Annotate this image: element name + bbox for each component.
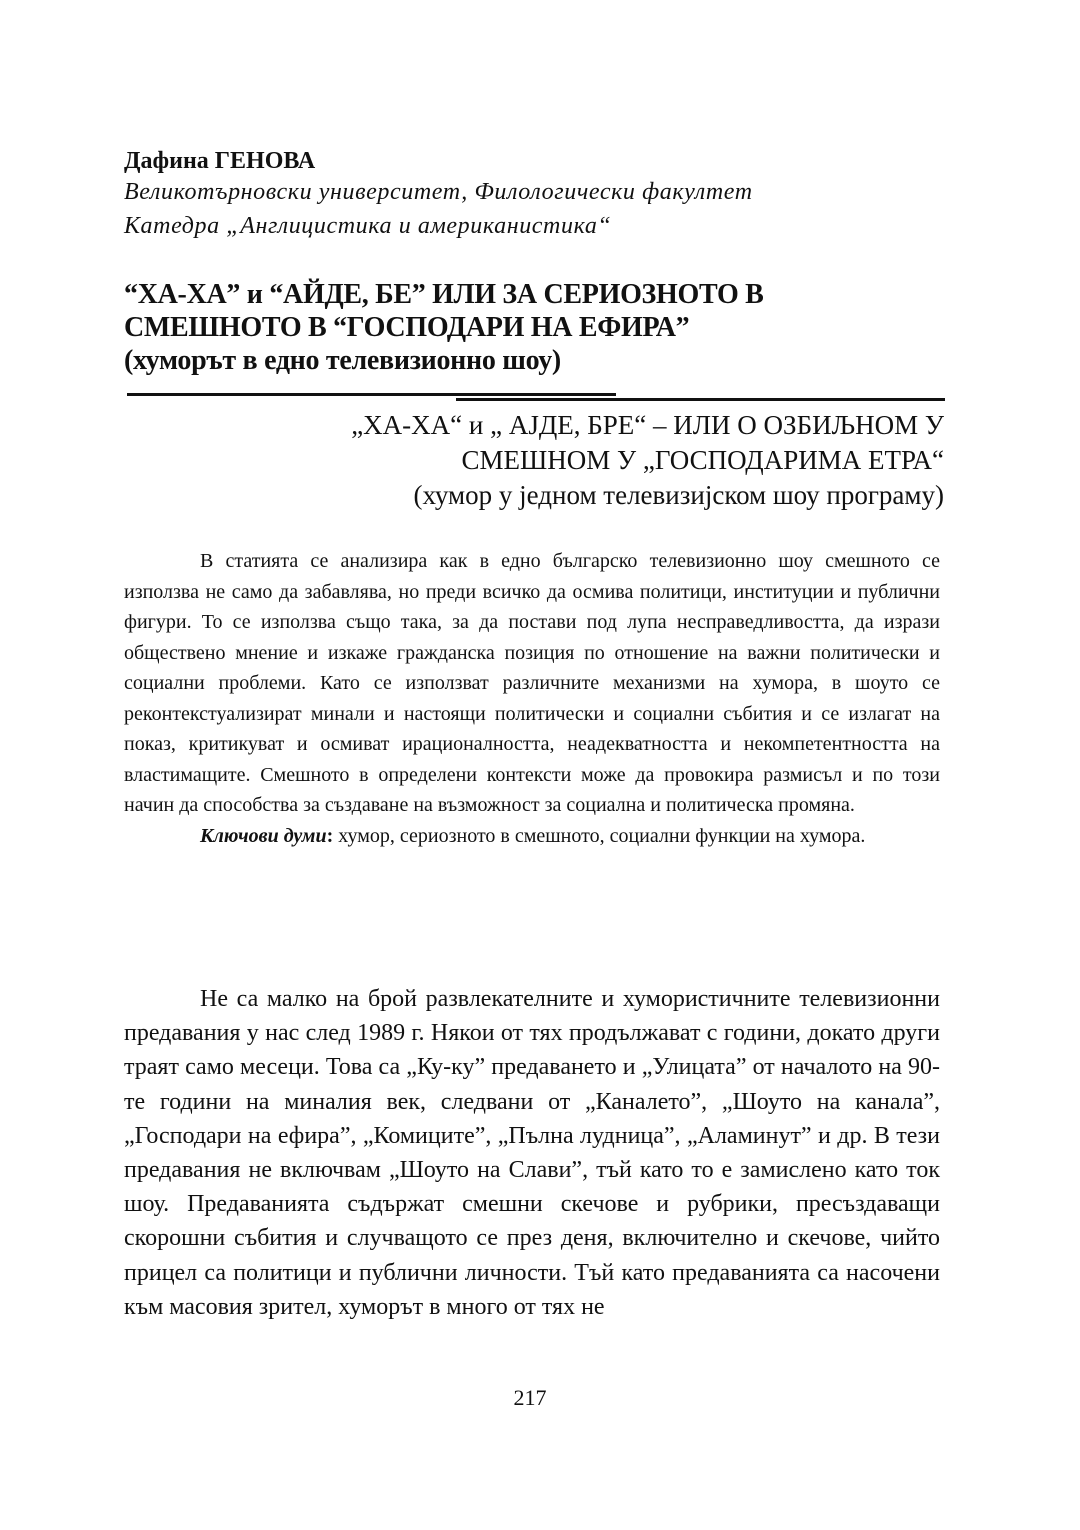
article-title-line: “ХА-ХА” и “АЙДЕ, БЕ” ИЛИ ЗА СЕРИОЗНОТО В (124, 279, 764, 310)
keywords-label: Ключови думи (200, 824, 327, 847)
article-title (124, 278, 944, 377)
affiliation-university: Великотърновски университет, Филологически факултет (124, 179, 753, 205)
abstract-text: В статията се анализира как в едно българско телевизионно шоу смешното се използва не само да забавлява, но преди всичко да осмива политици, институции и публични фигури. То се използва също така, за да постави под лупа несправедливостта, да изрази обществено мнение и изкаже гражданска позиция по отношение на важни политически и социални проблеми. Като се използват различните механизми на хумора, в шоуто се реконтекстуализират минали и настоящи политически и социални събития и се излагат на показ, критикуват и осмиват ирационалността, неадекватността и некомпетентността на властимащите. Смешното в определени контексти може да провокира размисъл и по този начин да способства за създаване на възможност за социална и политическа промяна. (124, 550, 940, 816)
serbian-title (244, 408, 944, 513)
article-title-line: СМЕШНОТО В “ГОСПОДАРИ НА ЕФИРА” (124, 312, 690, 343)
title-divider-right (456, 398, 945, 401)
body-text (124, 982, 940, 1324)
keywords-colon: : (326, 824, 334, 847)
keywords (124, 821, 940, 852)
article-subtitle-line: (хуморът в едно телевизионно шоу) (124, 345, 561, 376)
serbian-title-line: „ХА-ХА“ и „ АЈДЕ, БРЕ“ – ИЛИ О ОЗБИЉНОМ У (351, 410, 944, 440)
serbian-title-line: СМЕШНОМ У „ГОСПОДАРИМА ЕТРА“ (461, 445, 944, 475)
title-divider-left (127, 393, 616, 396)
abstract (124, 546, 940, 851)
page-number: 217 (513, 1385, 547, 1410)
serbian-title-line: (хумор у једном телевизијском шоу програму) (413, 480, 944, 510)
author-name: Дафина ГЕНОВА (124, 148, 316, 174)
affiliation-department: Катедра „Англицистика и американистика“ (124, 213, 612, 239)
body-paragraph: Не са малко на брой развлекателните и хумористичните телевизионни предавания у нас след 1989 г. Някои от тях продължават с години, докато други траят само месеци. Това са „Ку-ку” предаването и „Улицата” от началото на 90-те години на миналия век, следвани от „Каналето”, „Шоуто на канала”, „Господари на ефира”, „Комиците”, „Пълна лудница”, „Аламинут” и др. В тези предавания не включвам „Шоуто на Слави”, тъй като то е замислено като ток шоу. Предаванията съдържат смешни скечове и рубрики, пресъздаващи скорошни събития и случващото се през деня, включително и скечове, чийто прицел са политици и публични личности. Тъй като предаванията са насочени към масовия зрител, хуморът в много от тях не (124, 986, 940, 1320)
keywords-list: хумор, сериозното в смешното, социални функции на хумора. (333, 824, 866, 847)
